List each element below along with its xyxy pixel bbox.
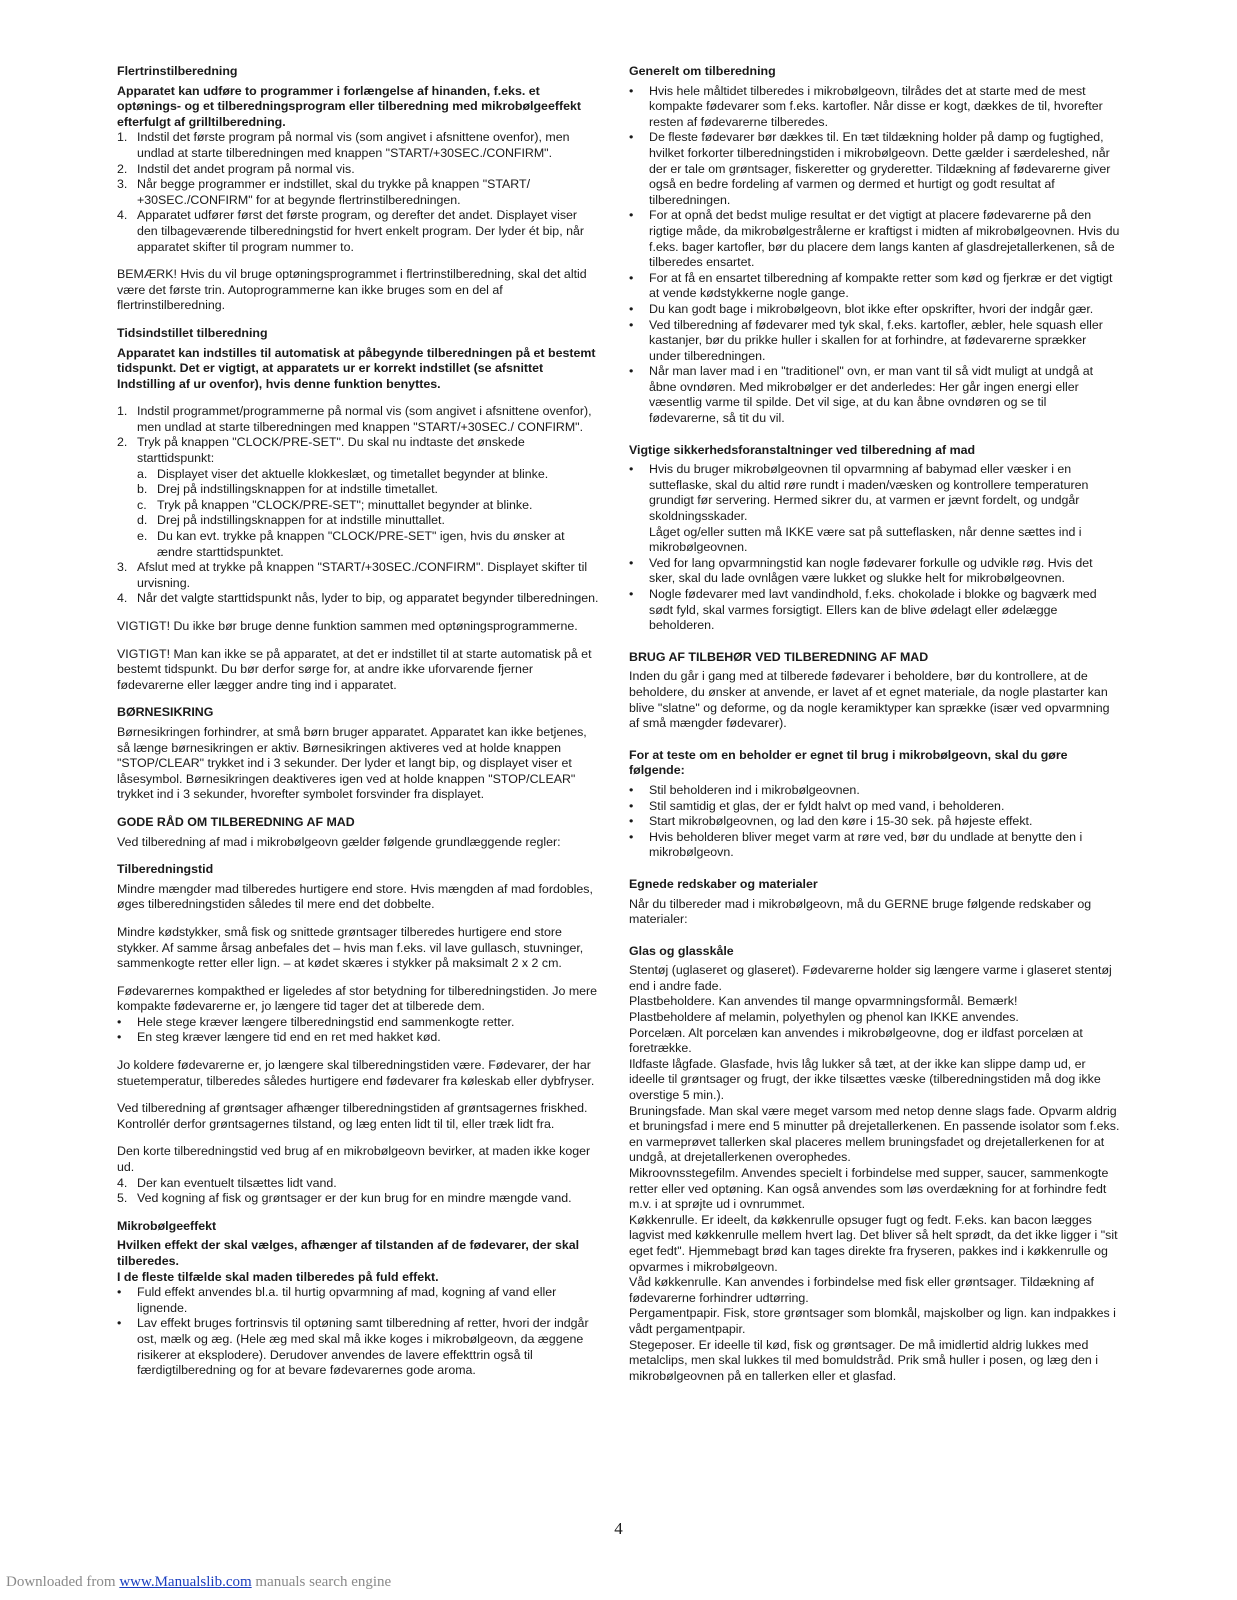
substep-item: b. Drej på indstillingsknappen for at indstille timetallet. xyxy=(137,482,438,497)
substep-item: e. Du kan evt. trykke på knappen "CLOCK/PRE-SET" igen, hvis du ønsker at ændre starttidspunktet. xyxy=(137,529,565,559)
section-text: Børnesikringen forhindrer, at små børn bruger apparatet. Apparatet kan ikke betjenes, så længe børnesikringen er aktiv. Børnesikringen aktiveres ved at holde knappen "STOP/CLEAR" trykket ind i 3 sekunder. Der lyder et langt bip, og displayet viser et låsesymbol. Børnesikringen deaktiveres igen ved at holde knappen "STOP/CLEAR" trykket ind i 3 sekunder, hvorefter symbolet forsvinder fra displayet. xyxy=(117,724,587,802)
material-item: Porcelæn. Alt porcelæn kan anvendes i mikrobølgeovne, dog er ildfast porcelæn at foretrække. xyxy=(629,1025,1083,1056)
section-title: Mikrobølgeeffekt xyxy=(117,1218,217,1233)
material-item: Stentøj (uglaseret og glaseret). Fødevarerne holder sig længere varme i glaseret stentøj end i andre fade. xyxy=(629,963,1112,993)
bullet-item: • Stil samtidig et glas, der er fyldt halvt op med vand, i beholderen. xyxy=(629,798,1005,813)
section-title: Tilberedningstid xyxy=(117,862,214,877)
section-title: Glas og glasskåle xyxy=(629,943,734,958)
step-item: 2. Indstil det andet program på normal vis. xyxy=(117,161,355,176)
materials-list xyxy=(629,963,1120,1384)
section-title: BØRNESIKRING xyxy=(117,705,214,720)
bullet-list xyxy=(117,1015,599,1046)
material-item: Plastbeholdere af melamin, polyethylen og phenol kan IKKE anvendes. xyxy=(629,1010,1019,1025)
substep-item: a. Displayet viser det aktuelle klokkeslæt, og timetallet begynder at blinke. xyxy=(137,466,549,481)
section-title: Flertrinstilberedning xyxy=(117,64,238,78)
bullet-item: • Hvis hele måltidet tilberedes i mikrobølgeovn, tilrådes det at starte med de mest kompakte fødevarer som f.eks. kartofler. Når disse er kogt, dækkes de til, hvorefter resten af fødevarerne tilberedes. xyxy=(629,83,1103,129)
bullet-item: • Nogle fødevarer med lavt vandindhold, f.eks. chokolade i blokke og bagværk med sødt fyld, skal varmes forsigtigt. Ellers kan de blive ødelagt eller ødelægge beholderen. xyxy=(629,587,1097,633)
section-intro: I de fleste tilfælde skal maden tilberedes på fuld effekt. xyxy=(117,1269,439,1284)
bullet-item: • De fleste fødevarer bør dækkes til. En tæt tildækning holder på damp og fugtighed, hvilket forkorter tilberedningstiden i mikrobølgeovn. Dette gælder i særdeleshed, når der er tale om grøntsager, fiskeretter og gryderetter. Tildækning af fødevarerne giver også en bedre fordeling af varmen og dermed et hurtigt og godt resultat af tilberedningen. xyxy=(629,130,1111,207)
note-text: BEMÆRK! Hvis du vil bruge optøningsprogrammet i flertrinstilberedning, skal det altid være det første trin. Autoprogrammerne kan ikke bruges som en del af flertrinstilberedning. xyxy=(117,267,587,313)
bullet-item: • For at få en ensartet tilberedning af kompakte retter som kød og fjerkræ er det vigtigt at vende kødstykkerne nogle gange. xyxy=(629,270,1113,301)
download-footer xyxy=(6,1574,391,1591)
step-item: 1. Indstil programmet/programmerne på normal vis (som angivet i afsnittene ovenfor), men undlad at starte tilberedningen med knappen "START/+30SEC./ CONFIRM". xyxy=(117,404,592,434)
section-mikroboelgeeffekt xyxy=(117,1219,599,1379)
section-tidsindstillet xyxy=(117,326,599,693)
steps-list xyxy=(117,1176,599,1207)
section-boernesikring xyxy=(117,705,599,803)
footer-prefix: Downloaded from xyxy=(6,1574,120,1590)
warning-text: VIGTIGT! Man kan ikke se på apparatet, at det er indstillet til at starte automatisk på et bestemt tidspunkt. Du bør derfor sørge for, at andre ikke uforvarende fjerner fødevarerne eller lægger andre ting ind i apparatet. xyxy=(117,646,592,692)
step-item: 4. Der kan eventuelt tilsættes lidt vand. xyxy=(117,1175,337,1190)
section-redskaber xyxy=(629,877,1120,928)
step-item: 3. Afslut med at trykke på knappen "START/+30SEC./CONFIRM". Displayet skifter til urvisning. xyxy=(117,560,588,590)
material-item: Bruningsfade. Man skal være meget varsom med netop denne slags fade. Opvarm aldrig et bruningsfad i mere end 5 minutter på drejetallerkenen. En passende isolator som f.eks. en varmeprøvet tallerken skal placeres mellem bruningsfadet og drejetallerkenen for at undgå, at drejetallerkenen overophedes. xyxy=(629,1103,1120,1165)
right-column xyxy=(629,64,1120,1396)
bullet-item: • Ved tilberedning af fødevarer med tyk skal, f.eks. kartofler, æbler, hele squash eller kastanjer, bør du prikke huller i skallen for at forhindre, at fødevarerne sprækker under tilberedningen. xyxy=(629,317,1103,363)
material-item: Mikroovnsstegefilm. Anvendes specielt i forbindelse med supper, saucer, sammenkogte retter eller ved optøning. Kan også anvendes som løs overdækning for at forhindre fedt m.v. i at sprøjte ud i ovnrummet. xyxy=(629,1166,1109,1212)
section-intro: Apparatet kan udføre to programmer i forlængelse af hinanden, f.eks. et optønings- og et tilberedningsprogram eller tilberedning med mikrobølgeeffekt efterfulgt af grilltilberedning. xyxy=(117,83,582,129)
section-text: Ved tilberedning af mad i mikrobølgeovn gælder følgende grundlæggende regler: xyxy=(117,834,561,849)
bullet-item: • Start mikrobølgeovnen, og lad den køre i 15-30 sek. på højeste effekt. xyxy=(629,814,1033,829)
section-intro: Apparatet kan indstilles til automatisk at påbegynde tilberedningen på et bestemt tidspunkt. Det er vigtigt, at apparatets ur er korrekt indstillet (se afsnittet Indstilling af ur ovenfor), hvis denne funktion benyttes. xyxy=(117,345,596,391)
steps-list xyxy=(117,404,599,466)
section-glas xyxy=(629,944,1120,1385)
page-number: 4 xyxy=(614,1519,623,1538)
bullet-item: • En steg kræver længere tid end en ret med hakket kød. xyxy=(117,1030,441,1045)
bullet-item: • Når man laver mad i en "traditionel" ovn, er man vant til så vidt muligt at undgå at åbne ovndøren. Med mikrobølger er det anderledes: Her går ingen energi eller væsentlig varme til spilde. Det vil sige, at du kan åbne ovndøren og se til fødevarerne, så tit du vil. xyxy=(629,364,1094,426)
bullet-item: • For at opnå det bedst mulige resultat er det vigtigt at placere fødevarerne på den rigtige måde, da mikrobølgestrålerne er kraftigst i midten af mikrobølgeovnen. Hvis du f.eks. bager kartofler, bør du placere dem langs kanten af glasdrejetallerkenen, så de tilberedes ensartet. xyxy=(629,208,1120,270)
left-column xyxy=(117,64,599,1391)
section-title: Tidsindstillet tilberedning xyxy=(117,325,268,340)
bullet-item: • Fuld effekt anvendes bl.a. til hurtig opvarmning af mad, kogning af vand eller lignende. xyxy=(117,1285,557,1315)
section-generelt xyxy=(629,64,1120,427)
section-text: Når du tilbereder mad i mikrobølgeovn, må du GERNE bruge følgende redskaber og materialer: xyxy=(629,896,1092,927)
steps-list xyxy=(117,130,599,255)
bullet-item: • Stil beholderen ind i mikrobølgeovnen. xyxy=(629,782,860,797)
material-item: Køkkenrulle. Er ideelt, da køkkenrulle opsuger fugt og fedt. F.eks. kan bacon lægges lagvist med køkkenrulle mellem hvert lag. Det bliver så helt sprødt, da det ikke ligger i "sit eget fedt". Hjemmebagt brød kan tages direkte fra fryseren, pakkes ind i køkkenrulle og opvarmes i mikrobølgeovn. xyxy=(629,1212,1118,1274)
section-title: Egnede redskaber og materialer xyxy=(629,876,818,891)
section-title: For at teste om en beholder er egnet til brug i mikrobølgeovn, skal du gøre følgende: xyxy=(629,747,1068,778)
bullet-item: • Du kan godt bage i mikrobølgeovn, blot ikke efter opskrifter, hvori der indgår gær. xyxy=(629,301,1094,316)
material-item: Stegeposer. Er ideelle til kød, fisk og grøntsager. De må imidlertid aldrig lukkes med metalclips, men skal lukkes til med bomuldstråd. Prik små huller i posen, og læg den i mikrobølgeovnen på en tallerken eller et glasfad. xyxy=(629,1337,1098,1383)
bullet-item: • Lav effekt bruges fortrinsvis til optøning samt tilberedning af retter, hvori der indgår ost, mælk og æg. (Hele æg med skal må ikke koges i mikrobølgeovn, da æggene risikerer at eksplodere). Derudover anvendes de lavere effekttrin også til færdigtilberedning og for at bevare fødevarernes gode aroma. xyxy=(117,1316,589,1378)
step-item: 3. Når begge programmer er indstillet, skal du trykke på knappen "START/ +30SEC./CONFIRM" for at begynde flertrinstilberedningen. xyxy=(117,177,531,207)
paragraph: Mindre kødstykker, små fisk og snittede grøntsager tilberedes hurtigere end store stykker. Af samme årsag anbefales det – hvis man f.eks. vil lave gullasch, stuvninger, sammenkogte retter eller lign. – at kødet skæres i stykker på maksimalt 2 x 2 cm. xyxy=(117,924,584,971)
manualslib-link[interactable]: www.Manualslib.com xyxy=(119,1574,252,1590)
paragraph: Fødevarernes kompakthed er ligeledes af stor betydning for tilberedningstiden. Jo mere kompakte fødevarerne er, jo længere tid tager det at tilberede dem. xyxy=(117,983,598,1014)
section-title: Generelt om tilberedning xyxy=(629,64,776,78)
step-item: 1. Indstil det første program på normal vis (som angivet i afsnittene ovenfor), men undlad at starte tilberedningen med knappen "START/+30SEC./CONFIRM". xyxy=(117,130,570,160)
step-item: 5. Ved kogning af fisk og grøntsager er der kun brug for en mindre mængde vand. xyxy=(117,1191,572,1206)
material-item: Ildfaste lågfade. Glasfade, hvis låg lukker så tæt, at der ikke kan slippe damp ud, er ideelle til grøntsager og frugt, der ikke tilsættes væske (tilberedningstiden må dog ikke overstige 5 min.). xyxy=(629,1056,1101,1103)
bullet-item: • Hvis du bruger mikrobølgeovnen til opvarmning af babymad eller væsker i en sutteflaske, skal du altid røre rundt i maden/væsken og kontrollere temperaturen grundigt før servering. Hermed sikrer du, at varmen er jævnt fordelt, og undgår skoldningsskader. Låget og/eller sutten må IKKE være sat på sutteflasken, når denne sættes ind i mikrobølgeovnen. xyxy=(629,462,1089,555)
step-item: 2. Tryk på knappen "CLOCK/PRE-SET". Du skal nu indtaste det ønskede starttidspunkt: xyxy=(117,435,525,466)
paragraph: Den korte tilberedningstid ved brug af en mikrobølgeovn bevirker, at maden ikke koger ud. xyxy=(117,1144,591,1175)
steps-list xyxy=(117,560,599,607)
section-test-beholder xyxy=(629,748,1120,861)
bullet-item: • Hvis beholderen bliver meget varm at røre ved, bør du undlade at benytte den i mikrobølgeovn. xyxy=(629,829,1083,860)
section-text: Inden du går i gang med at tilberede fødevarer i beholdere, bør du kontrollere, at de beholdere, du ønsker at anvende, er lavet af et egnet materiale, da nogle plastarter kan blive "slatne" og deforme, og da nogle keramiktyper kan sprække (især ved opvarmning af små mængder fødevarer). xyxy=(629,669,1110,731)
section-flertrinstilberedning xyxy=(117,64,599,314)
section-intro: Hvilken effekt der skal vælges, afhænger af tilstanden af de fødevarer, der skal tilberedes. xyxy=(117,1238,580,1268)
bullet-list xyxy=(629,84,1120,427)
footer-suffix: manuals search engine xyxy=(251,1574,392,1590)
warning-text: VIGTIGT! Du ikke bør bruge denne funktion sammen med optøningsprogrammerne. xyxy=(117,619,578,633)
section-title: Vigtige sikkerhedsforanstaltninger ved tilberedning af mad xyxy=(629,442,976,457)
section-sikkerhed xyxy=(629,443,1120,634)
step-item: 4. Apparatet udfører først det første program, og derefter det andet. Displayet viser den tilbageværende tilberedningstid for hvert enkelt program. Der lyder ét bip, når apparatet skifter til program nummer to. xyxy=(117,208,584,254)
substep-item: d. Drej på indstillingsknappen for at indstille minuttallet. xyxy=(137,513,445,528)
bullet-list xyxy=(629,462,1120,634)
paragraph: Ved tilberedning af grøntsager afhænger tilberedningstiden af grøntsagernes friskhed. Kontrollér derfor grøntsagernes tilstand, og læg enten lidt til til, eller træk lidt fra. xyxy=(117,1101,588,1131)
section-tilberedningstid xyxy=(117,862,599,1207)
paragraph: Mindre mængder mad tilberedes hurtigere end store. Hvis mængden af mad fordobles, øges tilberedningstiden således til mere end det dobbelte. xyxy=(117,881,593,912)
section-title: GODE RÅD OM TILBEREDNING AF MAD xyxy=(117,814,355,829)
bullet-item: • Hele stege kræver længere tilberedningstid end sammenkogte retter. xyxy=(117,1014,515,1029)
material-item: Pergamentpapir. Fisk, store grøntsager som blomkål, majskolber og lign. kan indpakkes i vådt pergamentpapir. xyxy=(629,1306,1116,1336)
bullet-list xyxy=(117,1285,599,1379)
material-item: Våd køkkenrulle. Kan anvendes i forbindelse med fisk eller grøntsager. Tildækning af fødevarerne forhindrer udtørring. xyxy=(629,1275,1094,1305)
bullet-list xyxy=(629,783,1120,861)
substeps-list xyxy=(117,467,599,561)
material-item: Plastbeholdere. Kan anvendes til mange opvarmningsformål. Bemærk! xyxy=(629,994,1018,1009)
bullet-item: • Ved for lang opvarmningstid kan nogle fødevarer forkulle og udvikle røg. Hvis det sker, skal du lade ovnlågen være lukket og slukke helt for mikrobølgeovnen. xyxy=(629,555,1093,586)
section-gode-raad xyxy=(117,815,599,850)
section-title: BRUG AF TILBEHØR VED TILBEREDNING AF MAD xyxy=(629,649,929,664)
paragraph: Jo koldere fødevarerne er, jo længere skal tilberedningstiden være. Fødevarer, der har stuetemperatur, tilberedes således hurtigere end fødevarer fra køleskab eller dybfryser. xyxy=(117,1058,595,1088)
section-tilbehoer xyxy=(629,650,1120,732)
step-item: 4. Når det valgte starttidspunkt nås, lyder to bip, og apparatet begynder tilberedningen. xyxy=(117,591,599,606)
substep-item: c. Tryk på knappen "CLOCK/PRE-SET"; minuttallet begynder at blinke. xyxy=(137,497,533,512)
